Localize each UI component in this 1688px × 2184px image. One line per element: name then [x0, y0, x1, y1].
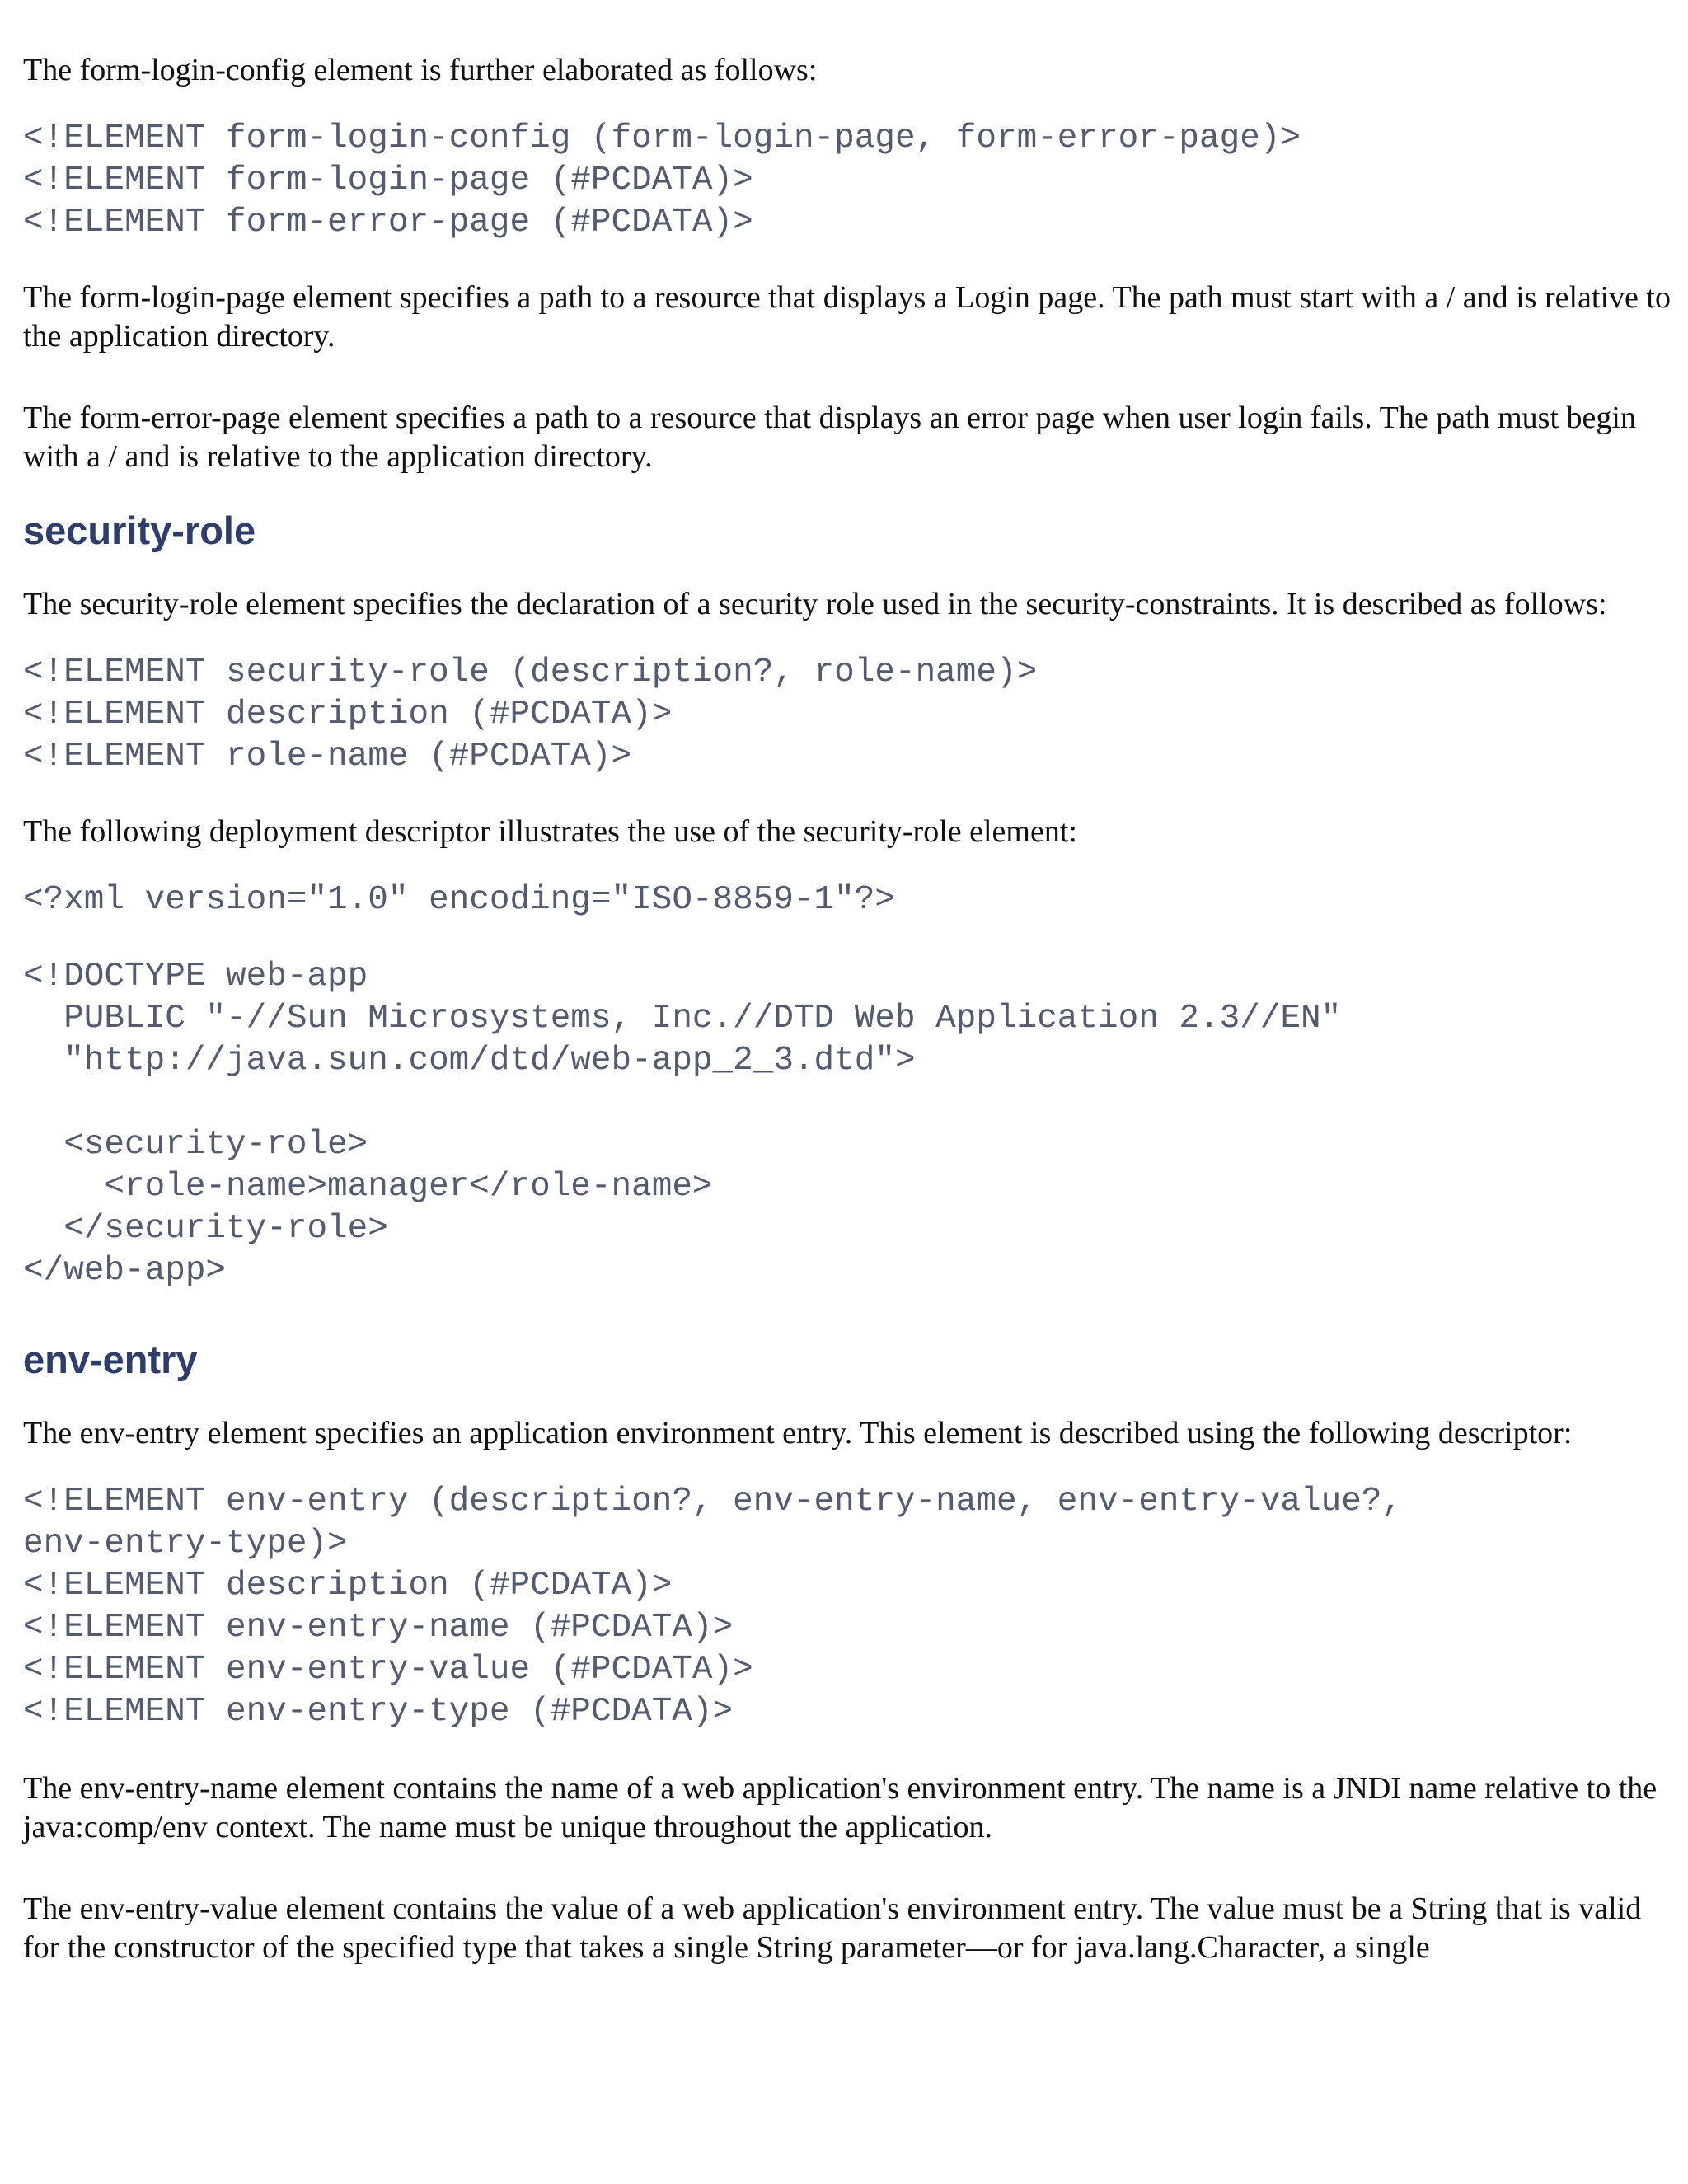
- intro-paragraph: The form-login-config element is further elaborated as follows:: [23, 53, 818, 87]
- security-role-dtd: <!ELEMENT security-role (description?, role-name)> <!ELEMENT description (#PCDATA)> <!ELEMENT role-name (#PCDATA)>: [23, 654, 1038, 776]
- security-role-example-code: <!DOCTYPE web-app PUBLIC "-//Sun Microsystems, Inc.//DTD Web Application 2.3//EN" "http://java.sun.com/dtd/web-app_2_3.dtd"> <security-role> <role-name>manager</role-name> </security-role> </web-app>: [23, 958, 1342, 1290]
- form-error-page-paragraph: The form-error-page element specifies a path to a resource that displays an error page when user login fails. The path must begin with a / and is relative to the application directory.: [23, 401, 1636, 474]
- deployment-descriptor-intro: The following deployment descriptor illustrates the use of the security-role element:: [23, 814, 1077, 849]
- env-entry-dtd: <!ELEMENT env-entry (description?, env-entry-name, env-entry-value?, env-entry-type)> <!ELEMENT description (#PCDATA)> <!ELEMENT env-entry-name (#PCDATA)> <!ELEMENT env-entry-value (#PCDATA)> <!ELEMENT env-entry-type (#PCDATA)>: [23, 1483, 1403, 1731]
- form-login-page-paragraph: The form-login-page element specifies a path to a resource that displays a Login page. The path must start with a / and is relative to the application directory.: [23, 280, 1671, 354]
- env-entry-paragraph: The env-entry element specifies an application environment entry. This element is described using the following descriptor:: [23, 1416, 1573, 1451]
- section-heading-security-role: security-role: [23, 509, 256, 552]
- section-heading-env-entry: env-entry: [23, 1338, 198, 1381]
- document-body: [23, 51, 1672, 1967]
- security-role-paragraph: The security-role element specifies the declaration of a security role used in the security-constraints. It is described as follows:: [23, 587, 1607, 621]
- env-entry-value-paragraph: The env-entry-value element contains the value of a web application's environment entry. The value must be a String that is valid for the constructor of the specified type that takes a single String parameter—or for java.lang.Character, a single: [23, 1891, 1642, 1965]
- xml-declaration-code: <?xml version="1.0" encoding="ISO-8859-1"?>: [23, 881, 895, 919]
- env-entry-name-paragraph: The env-entry-name element contains the name of a web application's environment entry. The name is a JNDI name relative to the java:comp/env context. The name must be unique throughout the application.: [23, 1771, 1658, 1844]
- form-login-config-dtd: <!ELEMENT form-login-config (form-login-page, form-error-page)> <!ELEMENT form-login-page (#PCDATA)> <!ELEMENT form-error-page (#PCDATA)>: [23, 120, 1301, 241]
